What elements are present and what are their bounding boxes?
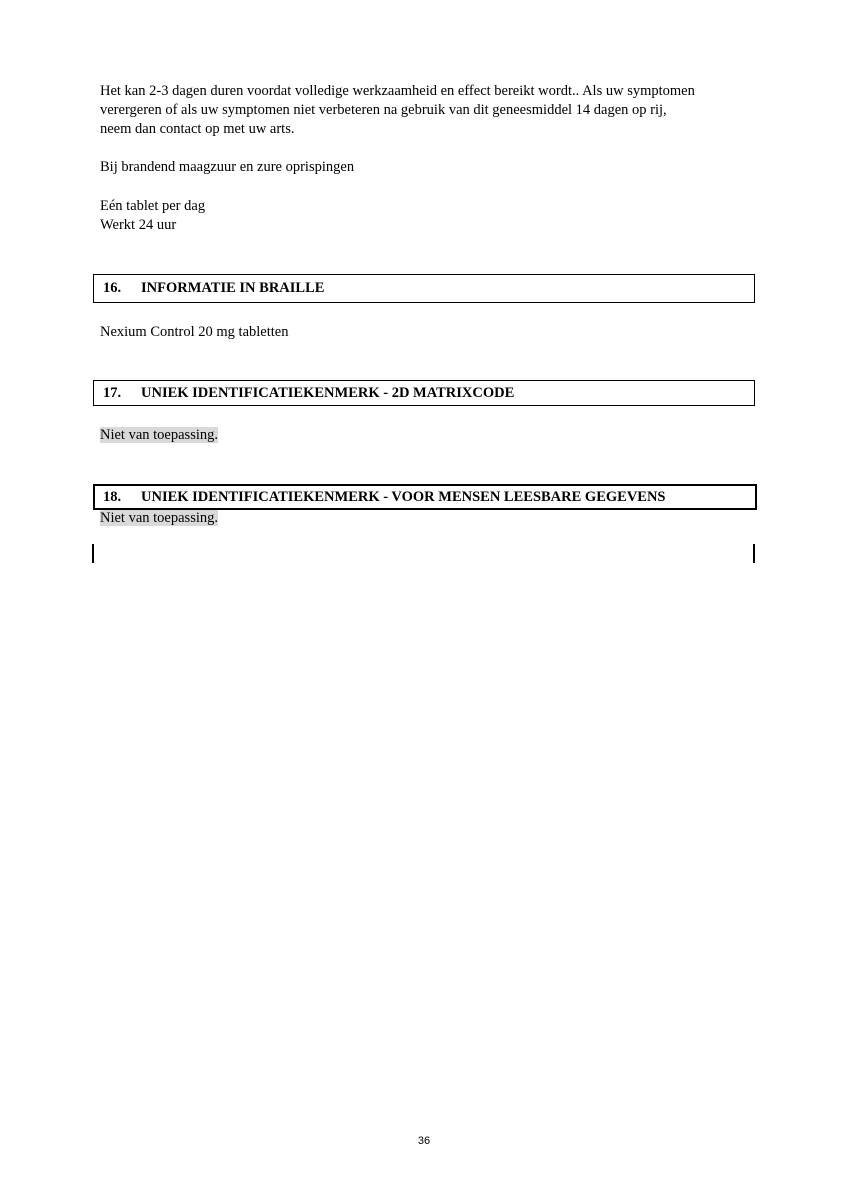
- intro-line-1: Het kan 2-3 dagen duren voordat volledige werkzaamheid en effect bereikt wordt.. Als uw symptomen: [100, 83, 695, 99]
- section-17-heading: [93, 380, 755, 406]
- indication-text: Bij brandend maagzuur en zure oprispingen: [100, 159, 355, 175]
- highlighted-text: Niet van toepassing.: [100, 510, 218, 526]
- section-number: 16.: [103, 280, 122, 296]
- section-number: 17.: [103, 384, 122, 401]
- dosage-block: [100, 197, 760, 235]
- dosage-line-1: Eén tablet per dag: [100, 198, 206, 214]
- section-18-heading: [93, 484, 757, 510]
- left-margin-bar: [92, 544, 94, 563]
- section-16-body: Nexium Control 20 mg tabletten: [100, 324, 289, 340]
- intro-line-3: neem dan contact op met uw arts.: [100, 121, 295, 137]
- highlighted-text: Niet van toepassing.: [100, 427, 218, 443]
- intro-line-2: verergeren of als uw symptomen niet verbeteren na gebruik van dit geneesmiddel 14 dagen op rij,: [100, 102, 667, 118]
- section-title: UNIEK IDENTIFICATIEKENMERK - 2D MATRIXCODE: [141, 384, 515, 401]
- right-margin-bar: [753, 544, 755, 563]
- section-number: 18.: [103, 488, 122, 505]
- page-number: 36: [417, 1135, 431, 1147]
- intro-paragraph: [100, 82, 760, 139]
- section-title: UNIEK IDENTIFICATIEKENMERK - VOOR MENSEN LEESBARE GEGEVENS: [141, 488, 666, 505]
- section-title: INFORMATIE IN BRAILLE: [141, 280, 325, 296]
- section-18-body: [100, 509, 218, 528]
- dosage-line-2: Werkt 24 uur: [100, 217, 177, 233]
- section-16-heading: [93, 274, 755, 303]
- section-17-body: [100, 426, 218, 445]
